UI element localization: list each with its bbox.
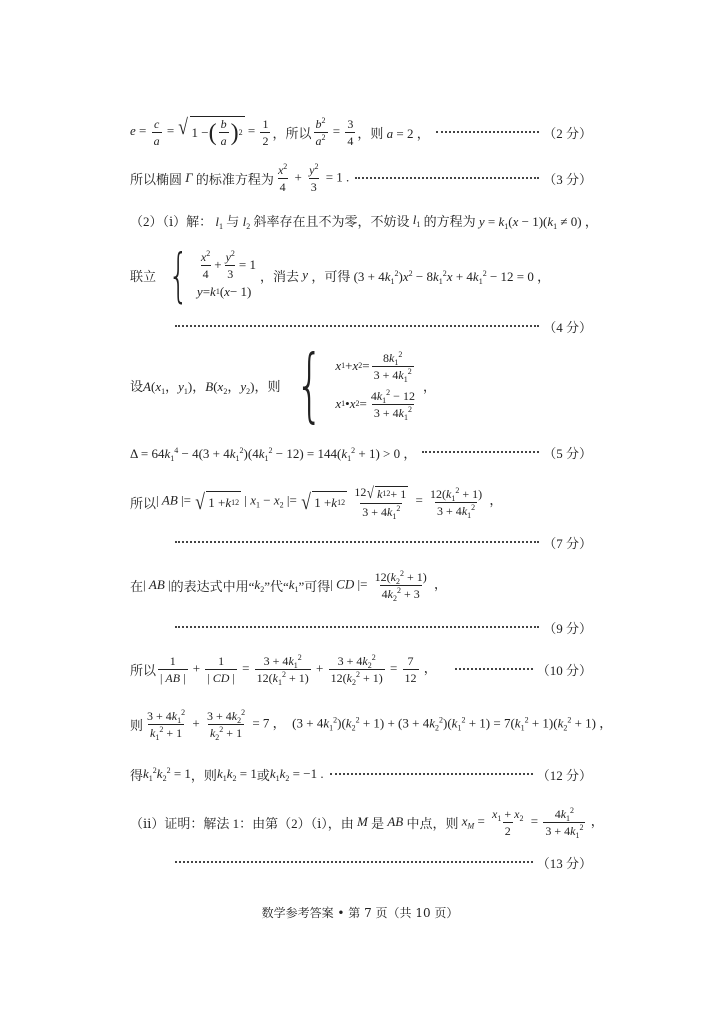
discriminant-line bbox=[130, 441, 592, 463]
k-product-line bbox=[130, 763, 592, 785]
vieta-system: { x 1 + x 2 = $\frac{8k_1^2}{3 + 4k_1^2}$ x 1 • x 2 = $\frac{4k_1^2 - 12}{3 + 4k_1^2}$ bbox=[295, 338, 415, 431]
k-product-neg: $k_1k_2 = -1$ . bbox=[269, 766, 324, 783]
part2ii-line bbox=[130, 800, 604, 844]
part2-intro-line bbox=[130, 208, 598, 232]
text-lianli: 联立 bbox=[130, 268, 157, 284]
text-xiaoqu: ，消去 bbox=[260, 268, 300, 284]
dot-leader bbox=[175, 861, 533, 863]
score-line-13 bbox=[175, 852, 592, 872]
text-huo: 或 bbox=[256, 767, 270, 783]
text-dai: ”代“ bbox=[264, 578, 289, 594]
proof-intro: （ⅱ）证明：解法 1：由第（2）（ⅰ），由 bbox=[130, 815, 354, 831]
text-kede: ，可得 bbox=[311, 268, 351, 284]
eccentricity-formula: e = $\frac{c}{a}$ = √ 1 − ( $\frac{b}{a}$ ) 2 = $\frac{1}{2}$ bbox=[130, 114, 269, 148]
k-sq-product: $k_1^2k_2^2 = 1$ bbox=[143, 766, 191, 783]
reciprocal-sum-formula: $\frac{1}{| AB |}$ + $\frac{1}{| CD |}$ = $\frac{3 + 4k_1^2}{12(k_1^2 + 1)}$ + $\frac{3 + 4k_2^2}{12(k_2^2 + 1)}$ = $\frac{7}{12}$ ， bbox=[160, 652, 437, 687]
quadratic-formula: $(3 + 4k_1^2)x^2 - 8k_1^2x + 4k_1^2 - 12 = 0$ ， bbox=[350, 268, 551, 286]
text-ze2: ，则 bbox=[254, 378, 281, 394]
score-label: （4 分） bbox=[543, 319, 592, 335]
text-suoyi: ，所以 bbox=[272, 125, 312, 141]
text-slope: 斜率存在且不为零，不妨设 bbox=[253, 213, 410, 229]
text-de: 得 bbox=[130, 767, 144, 783]
dot-leader bbox=[175, 325, 539, 327]
text-standard-eq: 的标准方程为 bbox=[195, 171, 274, 187]
comma: ， bbox=[422, 378, 436, 394]
text-suoyi3: 所以 bbox=[130, 662, 157, 678]
score-label: （5 分） bbox=[543, 445, 592, 461]
ellipse-formula: $\frac{x^2}{4}$ + $\frac{y^2}{3}$ = 1 . bbox=[277, 161, 350, 194]
discriminant-formula: $\Delta = 64k_1^4 - 4(3 + 4k_1^2)(4k_1^2 - 12) = 144(k_1^2 + 1) > 0$ ， bbox=[130, 445, 417, 463]
dot-leader bbox=[422, 451, 539, 453]
score-label: （10 分） bbox=[536, 662, 592, 678]
text-kede2: ”可得 bbox=[298, 578, 331, 594]
eccentricity-line bbox=[130, 112, 592, 152]
score-label: （7 分） bbox=[543, 535, 592, 551]
text-ze4: ，则 bbox=[190, 767, 217, 783]
text-zai: 在 bbox=[130, 578, 144, 594]
score-label: （2 分） bbox=[543, 125, 592, 141]
text-shi: 是 bbox=[371, 815, 385, 831]
score-line-4 bbox=[175, 316, 592, 336]
ellipse-equation-line bbox=[130, 160, 592, 196]
derive-formula: $\frac{3 + 4k_1^2}{k_1^2 + 1}$ + $\frac{3 + 4k_2^2}{k_2^2 + 1}$ = 7 ， $(3 + 4k_1^2)(k_2^2 + 1) + (3 + 4k_2^2)(k_1^2 + 1) = 7(k_1^2 + 1)(k_2^2 + 1)$ ， bbox=[147, 707, 613, 742]
cd-length-formula: | CD |= $\frac{12(k_2^2 + 1)}{4k_2^2 + 3}$ ， bbox=[330, 568, 448, 603]
a-value: a = 2 ， bbox=[386, 125, 430, 141]
ab-length-line bbox=[130, 480, 592, 524]
text-ellipse: 所以椭圆 bbox=[130, 171, 183, 187]
text-midpoint: 中点，则 bbox=[406, 815, 459, 831]
dot-leader bbox=[175, 626, 539, 628]
score-label: （9 分） bbox=[543, 620, 592, 636]
l1-l2: $l_1$ 与 $l_2$ bbox=[215, 213, 251, 231]
text-suoyi2: 所以 bbox=[130, 495, 157, 511]
ratio-formula: $\frac{b^2}{a^2}$ = $\frac{3}{4}$ bbox=[315, 115, 354, 148]
ab-segment: AB bbox=[387, 814, 404, 829]
points-ab: $A(x_1$，$y_1$)，$B(x_2$，$y_2$) bbox=[143, 378, 255, 396]
dot-leader bbox=[330, 773, 533, 775]
equation-derive-line bbox=[130, 702, 613, 746]
dot-leader bbox=[175, 541, 539, 543]
ab-abs: | AB | bbox=[143, 577, 171, 592]
text-equation: 的方程为 bbox=[423, 213, 476, 229]
page-footer: 数学参考答案 • 第 7 页（共 10 页） bbox=[261, 906, 459, 920]
k2: $k_2$ bbox=[254, 577, 265, 594]
l1: $l_1$ bbox=[412, 212, 421, 229]
score-line-7 bbox=[175, 532, 592, 552]
k-product-pos: $k_1k_2 = 1$ bbox=[216, 766, 257, 783]
reciprocal-sum-line bbox=[130, 648, 592, 690]
gamma-symbol: Γ bbox=[185, 170, 193, 185]
dot-leader bbox=[455, 668, 533, 670]
xm-formula: $x_M$ = $\frac{x_1 + x_2}{2}$ = $\frac{4k_1^2}{3 + 4k_1^2}$ ， bbox=[461, 805, 604, 840]
dot-leader bbox=[436, 131, 540, 133]
vieta-line bbox=[130, 340, 592, 430]
dot-leader bbox=[355, 177, 539, 179]
score-line-9 bbox=[175, 617, 592, 637]
m-point: M bbox=[356, 814, 368, 829]
score-label: （3 分） bbox=[543, 171, 592, 187]
equation-system: { $\frac{x^2}{4}$ + $\frac{y^2}{3}$ = 1 y = k 1 ( x − 1) bbox=[168, 241, 257, 309]
text-ze: ，则 bbox=[357, 125, 384, 141]
cd-length-line bbox=[130, 565, 592, 605]
score-label: （13 分） bbox=[536, 855, 592, 871]
text-ze3: 则 bbox=[130, 717, 144, 733]
ab-length-formula: | AB |= √ 1 + k 1 2 | $x_1 - x_2$ |= √ 1 + k 1 2 12 √ k 1 2 + 1 $3 + 4k_1^2$ = $\frac{12(k_1^2 + 1)}{3 + 4k_1^2}$ ， bbox=[156, 484, 503, 521]
y-variable: y bbox=[302, 267, 309, 282]
k1: $k_1$ bbox=[288, 577, 299, 594]
text-she: 设 bbox=[130, 378, 144, 394]
line-formula: $y = k_1(x - 1)(k_1 \ne 0)$ ， bbox=[478, 213, 598, 231]
score-label: （12 分） bbox=[536, 767, 592, 783]
part-label: （2）（ⅰ）解： bbox=[130, 213, 213, 229]
system-line bbox=[130, 241, 592, 309]
text-expression: 的表达式中用“ bbox=[170, 578, 255, 594]
